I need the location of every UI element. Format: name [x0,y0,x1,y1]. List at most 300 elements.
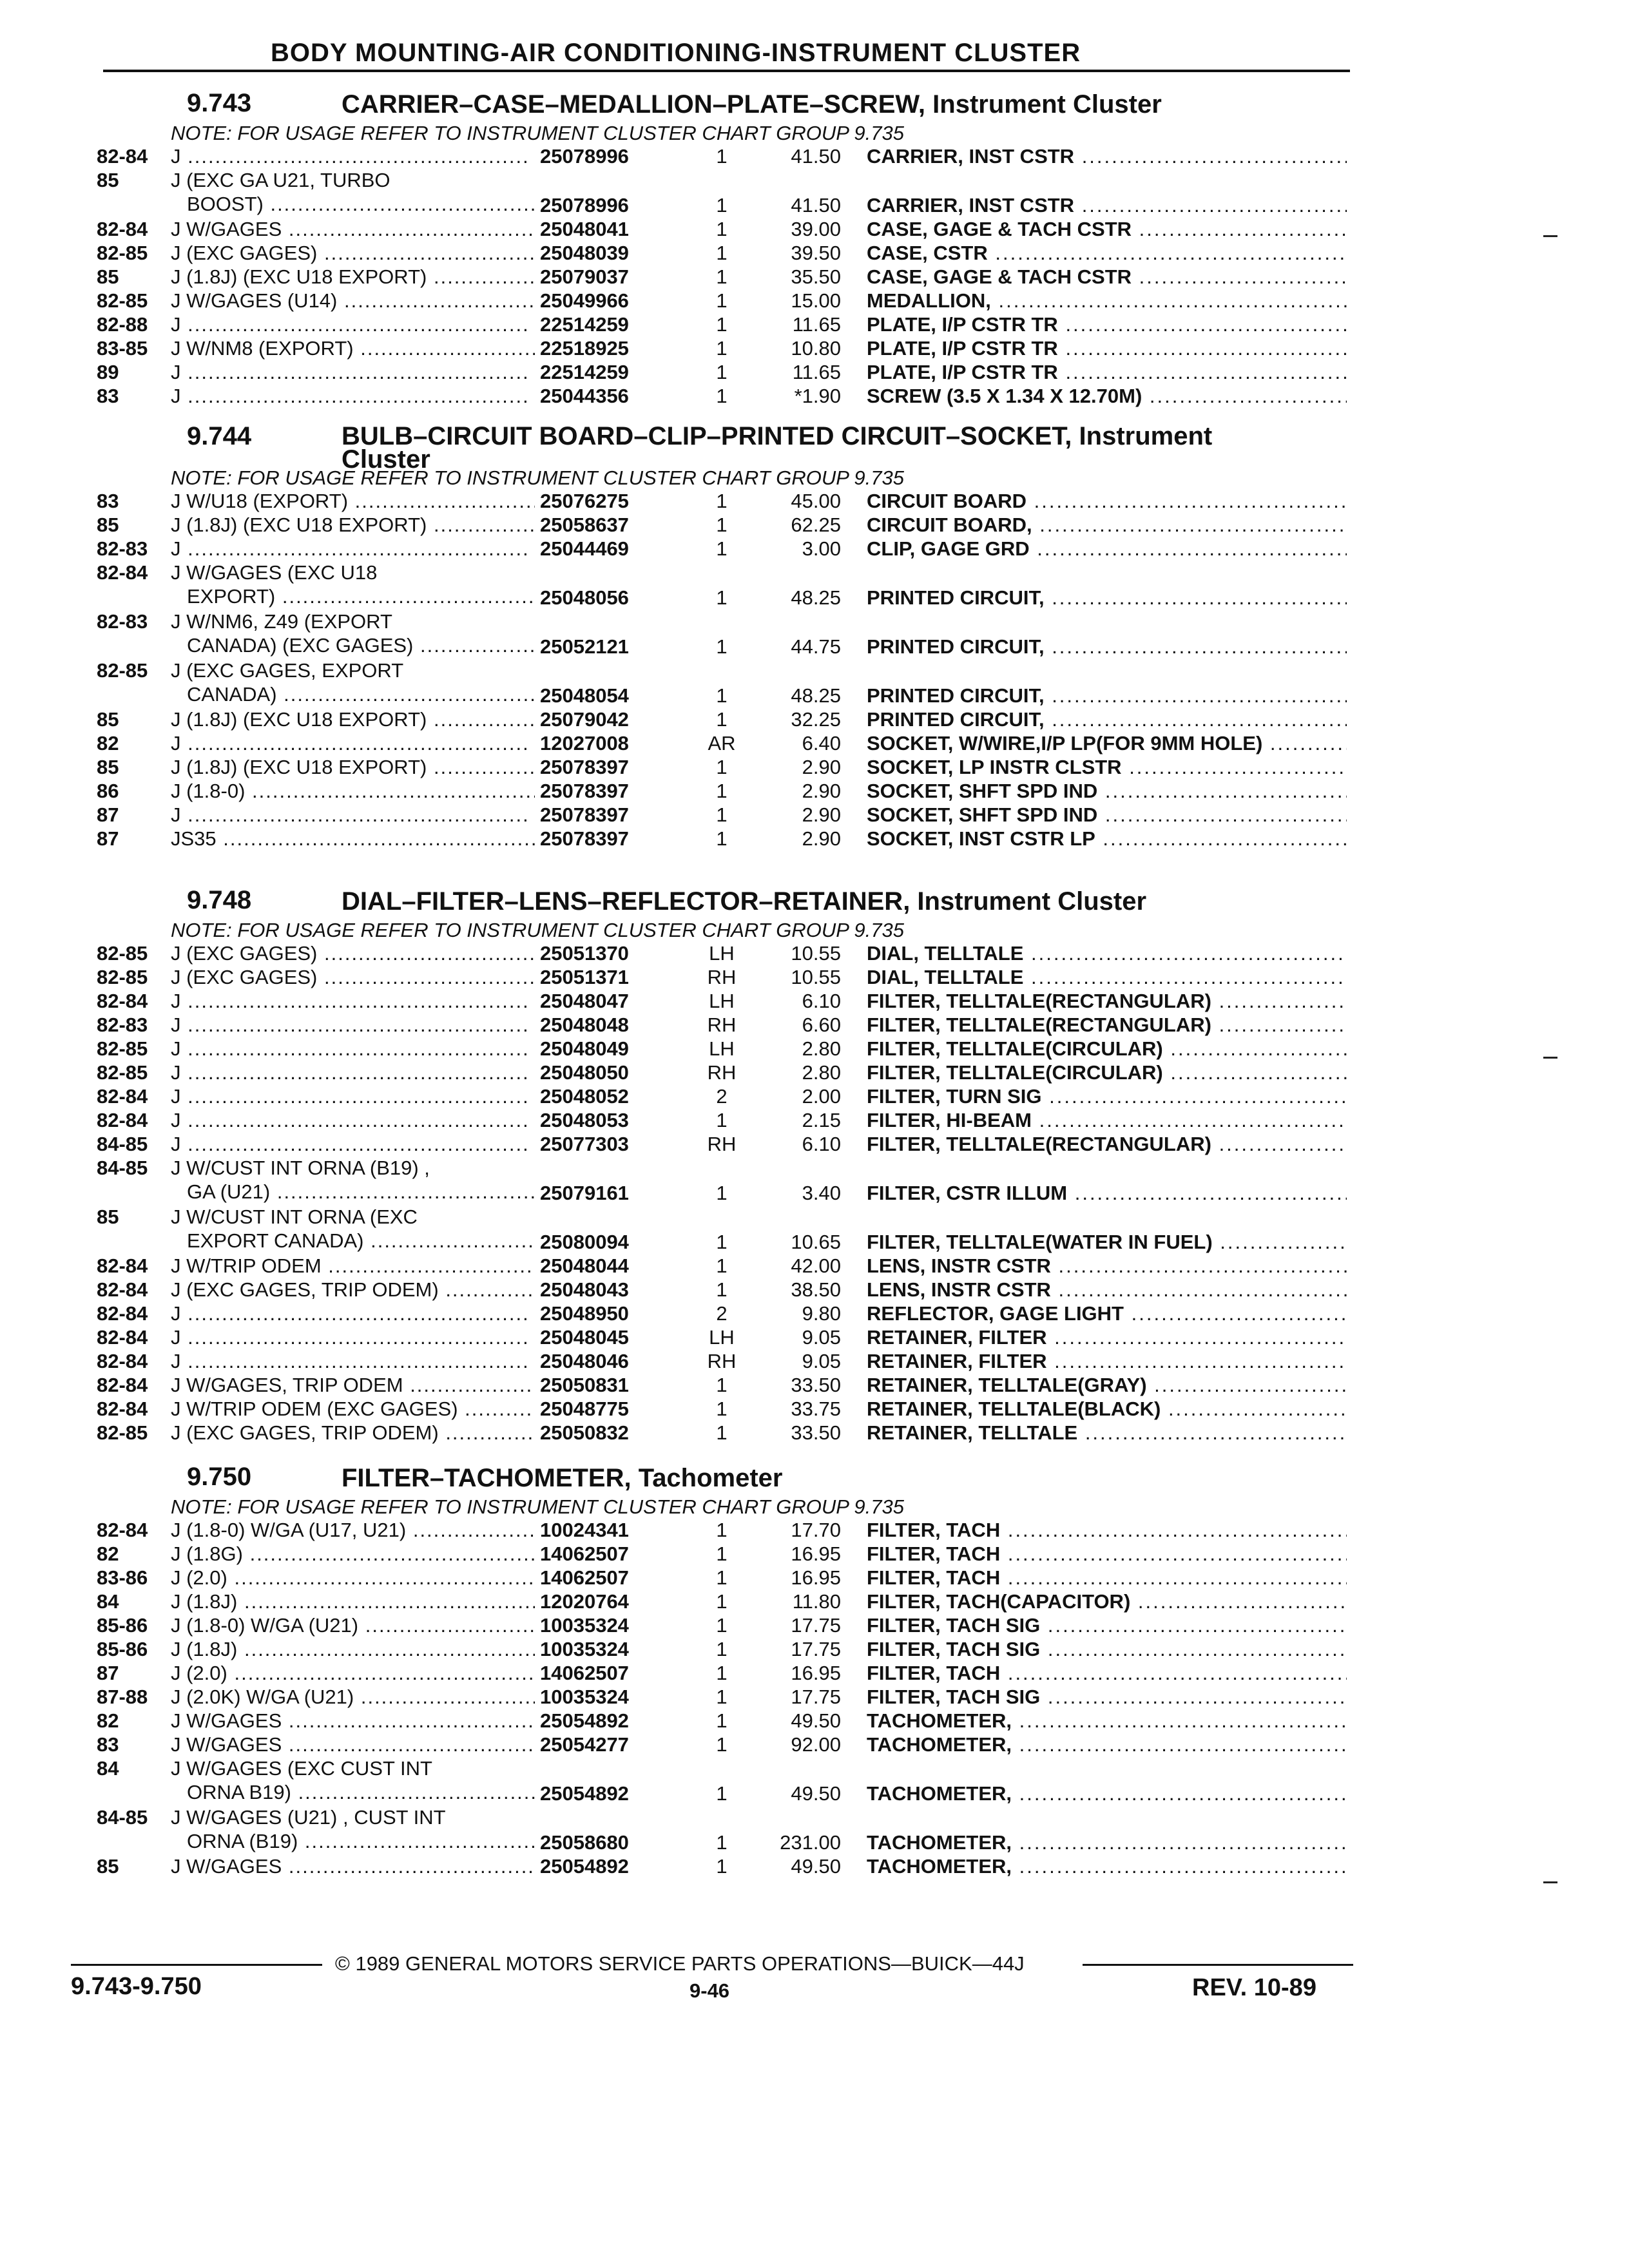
part-number: 25080094 [535,1230,629,1254]
part-name: CARRIER, INST CSTR ..... [867,193,1347,217]
footer-rule-right [1083,1964,1353,1966]
part-name: LENS, INSTR CSTR ..... [867,1278,1347,1302]
price: 49.50 [791,1782,841,1805]
footer-page-number: 9-46 [689,1979,730,2002]
model-years: 87 [97,803,119,826]
quantity: 1 [716,490,728,512]
part-number: 25048950 [535,1302,629,1325]
model-years: 85 [97,1855,119,1878]
usage-note: NOTE: FOR USAGE REFER TO INSTRUMENT CLUSTER CHART GROUP 9.735 [171,919,904,941]
part-number: 25048053 [535,1108,629,1132]
model-years: 86 [97,780,119,802]
parts-group [84,416,1347,850]
price: 3.40 [802,1182,841,1204]
model-years: 82-85 [97,659,148,682]
part-row [84,360,1347,384]
price: 17.70 [791,1519,841,1541]
usage-line: J W/GAGES (U14) ..... [171,289,609,312]
price: 6.60 [802,1014,841,1036]
part-name: CIRCUIT BOARD ..... [867,489,1347,513]
part-name: FILTER, TACH ..... [867,1661,1347,1685]
model-years: 82-84 [97,1326,148,1349]
usage-line: J (1.8-0) ..... [171,779,609,803]
usage-line-continued: GA (U21) ..... [171,1180,609,1204]
model-years: 85 [97,1206,119,1228]
usage-line: J ..... [171,1013,609,1037]
part-number: 25049966 [535,289,629,312]
quantity: 1 [716,1182,728,1204]
model-years: 82-84 [97,1302,148,1325]
part-name: FILTER, TELLTALE(RECTANGULAR) ..... [867,1132,1347,1156]
part-number: 10035324 [535,1685,629,1709]
part-row [84,1254,1347,1278]
group-heading [84,416,1347,474]
part-number: 12027008 [535,731,629,755]
price: 41.50 [791,194,841,216]
price: 3.00 [802,537,841,560]
usage-line: J (EXC GAGES, TRIP ODEM) ..... [171,1278,609,1302]
price: *1.90 [794,385,841,407]
usage-line: J (1.8J) (EXC U18 EXPORT) ..... [171,755,609,779]
price: 49.50 [791,1709,841,1732]
part-number: 25048050 [535,1061,629,1084]
price: 6.40 [802,732,841,754]
part-name: RETAINER, TELLTALE(GRAY) ..... [867,1373,1347,1397]
model-years: 82-83 [97,537,148,560]
part-name: FILTER, TELLTALE(CIRCULAR) ..... [867,1037,1347,1061]
part-row [84,1302,1347,1325]
part-number: 25079161 [535,1181,629,1205]
usage-line-continued: CANADA) ..... [171,682,609,706]
part-name: TACHOMETER, ..... [867,1709,1347,1733]
model-years: 82-88 [97,313,148,336]
price: 10.55 [791,942,841,965]
parts-group [84,82,1347,408]
part-name: CASE, CSTR ..... [867,241,1347,265]
price: 44.75 [791,635,841,658]
group-heading [84,82,1347,122]
price: 11.65 [792,361,841,383]
quantity: 1 [716,708,728,731]
usage-line: J W/CUST INT ORNA (B19) , [171,1157,430,1179]
part-row [84,1613,1347,1637]
usage-line: J (EXC GAGES) ..... [171,241,609,265]
quantity: 1 [716,1566,728,1589]
part-row [84,1854,1347,1878]
part-name: RETAINER, TELLTALE(BLACK) ..... [867,1397,1347,1421]
price: 17.75 [791,1638,841,1660]
price: 2.90 [802,756,841,778]
usage-line: J (1.8J) (EXC U18 EXPORT) ..... [171,265,609,289]
usage-line: J W/GAGES, TRIP ODEM ..... [171,1373,609,1397]
part-row [84,241,1347,265]
part-name: PLATE, I/P CSTR TR ..... [867,312,1347,336]
model-years: 84-85 [97,1806,148,1829]
part-row [84,1061,1347,1084]
quantity: 1 [716,1638,728,1660]
quantity: 1 [716,635,728,658]
price: 39.50 [791,242,841,264]
group-heading [84,879,1347,919]
part-row [84,731,1347,755]
part-number: 10035324 [535,1613,629,1637]
part-name: FILTER, TELLTALE(RECTANGULAR) ..... [867,989,1347,1013]
part-name: SCREW (3.5 X 1.34 X 12.70M) ..... [867,384,1347,408]
part-row [84,1108,1347,1132]
quantity: 1 [716,385,728,407]
part-row [84,965,1347,989]
quantity: 1 [716,289,728,312]
model-years: 82-84 [97,1085,148,1108]
part-name: RETAINER, TELLTALE ..... [867,1421,1347,1445]
usage-line: J W/TRIP ODEM (EXC GAGES) ..... [171,1397,609,1421]
part-row [84,989,1347,1013]
group-name: FILTER–TACHOMETER, Tachometer [342,1464,783,1492]
usage-line: J ..... [171,1302,609,1325]
part-number: 25051371 [535,965,629,989]
quantity: RH [707,1061,737,1084]
part-name: FILTER, HI-BEAM ..... [867,1108,1347,1132]
part-row [84,610,1347,658]
part-row [84,168,1347,217]
model-years: 82 [97,1542,119,1565]
part-name: FILTER, TELLTALE(CIRCULAR) ..... [867,1061,1347,1084]
group-number: 9.743 [187,89,252,117]
part-row [84,1590,1347,1613]
price: 2.90 [802,803,841,826]
price: 6.10 [802,990,841,1012]
quantity: RH [707,1014,737,1036]
part-row [84,144,1347,168]
usage-note: NOTE: FOR USAGE REFER TO INSTRUMENT CLUSTER CHART GROUP 9.735 [171,466,904,489]
price: 9.80 [802,1302,841,1325]
price: 10.80 [791,337,841,360]
part-number: 25048046 [535,1349,629,1373]
usage-line: J (1.8-0) W/GA (U17, U21) ..... [171,1518,609,1542]
part-number: 25058680 [535,1831,629,1854]
usage-line: J (EXC GAGES, TRIP ODEM) ..... [171,1421,609,1445]
part-number: 25048044 [535,1254,629,1278]
part-row [84,312,1347,336]
group-name: CARRIER–CASE–MEDALLION–PLATE–SCREW, Instrument Cluster [342,90,1162,119]
part-row [84,384,1347,408]
part-number: 25044356 [535,384,629,408]
model-years: 85-86 [97,1638,148,1660]
usage-line: J ..... [171,144,609,168]
quantity: 1 [716,1782,728,1805]
part-row [84,1013,1347,1037]
group-heading [84,1456,1347,1496]
model-years: 82-84 [97,1109,148,1131]
part-number: 25048047 [535,989,629,1013]
model-years: 85 [97,169,119,191]
model-years: 85 [97,514,119,536]
quantity: 1 [716,1590,728,1613]
part-name: PLATE, I/P CSTR TR ..... [867,336,1347,360]
price: 38.50 [791,1278,841,1301]
usage-line: J (1.8G) ..... [171,1542,609,1566]
usage-line: J ..... [171,1061,609,1084]
price: 9.05 [802,1350,841,1372]
price: 231.00 [780,1831,841,1854]
part-name: TACHOMETER, ..... [867,1854,1347,1878]
price: 49.50 [791,1855,841,1878]
part-name: LENS, INSTR CSTR ..... [867,1254,1347,1278]
part-row [84,1325,1347,1349]
part-name: FILTER, CSTR ILLUM ..... [867,1181,1347,1205]
model-years: 87 [97,1662,119,1684]
part-row [84,265,1347,289]
usage-line: J ..... [171,731,609,755]
part-row [84,1805,1347,1854]
model-years: 82-84 [97,1254,148,1277]
part-number: 25054892 [535,1854,629,1878]
part-row [84,289,1347,312]
price: 10.65 [791,1231,841,1253]
price: 33.75 [791,1398,841,1420]
group-number: 9.744 [187,422,252,450]
price: 48.25 [791,684,841,707]
part-row [84,1373,1347,1397]
usage-line: J W/TRIP ODEM ..... [171,1254,609,1278]
quantity: 1 [716,1278,728,1301]
part-number: 25078397 [535,779,629,803]
part-row [84,336,1347,360]
model-years: 89 [97,361,119,383]
part-name: RETAINER, FILTER ..... [867,1325,1347,1349]
part-name: SOCKET, INST CSTR LP ..... [867,827,1347,850]
part-row [84,217,1347,241]
quantity: 2 [716,1302,728,1325]
usage-line: J (EXC GAGES) ..... [171,941,609,965]
usage-line: JS35 ..... [171,827,609,850]
part-row [84,1084,1347,1108]
part-name: FILTER, TURN SIG ..... [867,1084,1347,1108]
usage-line: J ..... [171,1132,609,1156]
part-row [84,1037,1347,1061]
margin-mark [1543,1057,1557,1059]
part-name: FILTER, TACH ..... [867,1518,1347,1542]
usage-line: J (1.8-0) W/GA (U21) ..... [171,1613,609,1637]
model-years: 85 [97,265,119,288]
part-number: 25044469 [535,537,629,561]
part-row [84,658,1347,707]
part-name: FILTER, TACH ..... [867,1566,1347,1590]
quantity: 1 [716,586,728,609]
part-name: FILTER, TACH ..... [867,1542,1347,1566]
part-number: 25048039 [535,241,629,265]
quantity: 1 [716,242,728,264]
quantity: 1 [716,803,728,826]
quantity: 1 [716,1709,728,1732]
price: 35.50 [791,265,841,288]
part-name: PRINTED CIRCUIT, ..... [867,635,1347,658]
part-name: CARRIER, INST CSTR ..... [867,144,1347,168]
part-name: MEDALLION, ..... [867,289,1347,312]
part-row [84,1637,1347,1661]
model-years: 83 [97,385,119,407]
parts-group [84,879,1347,1445]
usage-line: J (1.8J) ..... [171,1590,609,1613]
price: 16.95 [791,1566,841,1589]
model-years: 82-85 [97,1061,148,1084]
price: 45.00 [791,490,841,512]
model-years: 85-86 [97,1614,148,1637]
usage-line: J ..... [171,312,609,336]
usage-line-continued: EXPORT) ..... [171,584,609,608]
price: 6.10 [802,1133,841,1155]
usage-line: J (2.0) ..... [171,1566,609,1590]
usage-line: J ..... [171,1349,609,1373]
price: 11.65 [792,313,841,336]
model-years: 82-84 [97,990,148,1012]
model-years: 82-83 [97,1014,148,1036]
part-number: 25052121 [535,635,629,658]
quantity: LH [709,990,735,1012]
price: 9.05 [802,1326,841,1349]
usage-line: J ..... [171,1108,609,1132]
usage-line: J ..... [171,1084,609,1108]
part-name: DIAL, TELLTALE ..... [867,965,1347,989]
part-name: TACHOMETER, ..... [867,1782,1347,1805]
quantity: 1 [716,1519,728,1541]
part-row [84,513,1347,537]
usage-line: J (EXC GA U21, TURBO [171,169,390,191]
part-row [84,1661,1347,1685]
part-name: FILTER, TACH SIG ..... [867,1613,1347,1637]
quantity: 2 [716,1085,728,1108]
model-years: 85 [97,708,119,731]
usage-line: J W/GAGES (EXC U18 [171,561,378,584]
part-name: TACHOMETER, ..... [867,1831,1347,1854]
quantity: AR [708,732,736,754]
part-number: 25054892 [535,1782,629,1805]
price: 32.25 [791,708,841,731]
part-number: 14062507 [535,1566,629,1590]
quantity: 1 [716,194,728,216]
footer-group-range: 9.743-9.750 [71,1973,202,2000]
part-row [84,1349,1347,1373]
model-years: 82-85 [97,942,148,965]
model-years: 82-84 [97,218,148,240]
part-number: 25054277 [535,1733,629,1756]
quantity: 1 [716,827,728,850]
group-number: 9.750 [187,1463,252,1491]
model-years: 82-84 [97,1519,148,1541]
part-row [84,1733,1347,1756]
quantity: 1 [716,1254,728,1277]
group-name: BULB–CIRCUIT BOARD–CLIP–PRINTED CIRCUIT–SOCKET, Instrument Cluster [342,422,1213,474]
part-number: 25048775 [535,1397,629,1421]
usage-line: J W/NM6, Z49 (EXPORT [171,610,392,633]
usage-line: J (2.0) ..... [171,1661,609,1685]
usage-line: J ..... [171,989,609,1013]
usage-line: J (1.8J) ..... [171,1637,609,1661]
quantity: 1 [716,1855,728,1878]
part-row [84,755,1347,779]
price: 10.55 [791,966,841,988]
quantity: LH [709,1326,735,1349]
part-name: REFLECTOR, GAGE LIGHT ..... [867,1302,1347,1325]
part-name: DIAL, TELLTALE ..... [867,941,1347,965]
model-years: 82-85 [97,1037,148,1060]
usage-line: J W/GAGES ..... [171,217,609,241]
part-row [84,1132,1347,1156]
usage-line: J W/GAGES ..... [171,1733,609,1756]
quantity: 1 [716,145,728,168]
usage-line: J W/GAGES (EXC CUST INT [171,1757,432,1780]
part-name: CLIP, GAGE GRD ..... [867,537,1347,561]
part-number: 25050831 [535,1373,629,1397]
part-name: CASE, GAGE & TACH CSTR ..... [867,265,1347,289]
part-row [84,1685,1347,1709]
part-number: 25048043 [535,1278,629,1302]
usage-line: J W/CUST INT ORNA (EXC [171,1206,418,1228]
part-name: TACHOMETER, ..... [867,1733,1347,1756]
quantity: LH [709,942,735,965]
part-number: 10024341 [535,1518,629,1542]
part-row [84,1421,1347,1445]
model-years: 82-84 [97,145,148,168]
usage-line: J W/GAGES ..... [171,1854,609,1878]
part-row [84,1278,1347,1302]
part-number: 25048045 [535,1325,629,1349]
usage-line: J (1.8J) (EXC U18 EXPORT) ..... [171,707,609,731]
model-years: 82-84 [97,1350,148,1372]
part-number: 25078996 [535,144,629,168]
quantity: 1 [716,1542,728,1565]
part-number: 25077303 [535,1132,629,1156]
price: 17.75 [791,1614,841,1637]
group-name: DIAL–FILTER–LENS–REFLECTOR–RETAINER, Instrument Cluster [342,887,1147,916]
model-years: 82 [97,1709,119,1732]
quantity: RH [707,966,737,988]
part-number: 25048048 [535,1013,629,1037]
model-years: 83-85 [97,337,148,360]
price: 16.95 [791,1662,841,1684]
title-rule [103,70,1350,72]
part-number: 25050832 [535,1421,629,1445]
usage-note: NOTE: FOR USAGE REFER TO INSTRUMENT CLUSTER CHART GROUP 9.735 [171,122,904,144]
usage-line: J W/GAGES (U21) , CUST INT [171,1806,446,1829]
price: 39.00 [791,218,841,240]
usage-line: J ..... [171,360,609,384]
usage-line: J ..... [171,803,609,827]
margin-mark [1543,1881,1557,1883]
part-number: 14062507 [535,1542,629,1566]
quantity: 1 [716,1109,728,1131]
quantity: 1 [716,337,728,360]
usage-line: J ..... [171,1325,609,1349]
usage-line: J ..... [171,384,609,408]
model-years: 87-88 [97,1686,148,1708]
usage-line-continued: EXPORT CANADA) ..... [171,1229,609,1253]
model-years: 84 [97,1590,119,1613]
price: 42.00 [791,1254,841,1277]
footer-revision: REV. 10-89 [1192,1974,1316,2001]
usage-line-continued: ORNA B19) ..... [171,1780,609,1804]
part-row [84,1542,1347,1566]
part-number: 22514259 [535,312,629,336]
quantity: 1 [716,313,728,336]
part-name: PRINTED CIRCUIT, ..... [867,586,1347,610]
quantity: 1 [716,218,728,240]
usage-line: J W/NM8 (EXPORT) ..... [171,336,609,360]
part-row [84,1397,1347,1421]
quantity: 1 [716,265,728,288]
quantity: 1 [716,1831,728,1854]
parts-group [84,1456,1347,1878]
